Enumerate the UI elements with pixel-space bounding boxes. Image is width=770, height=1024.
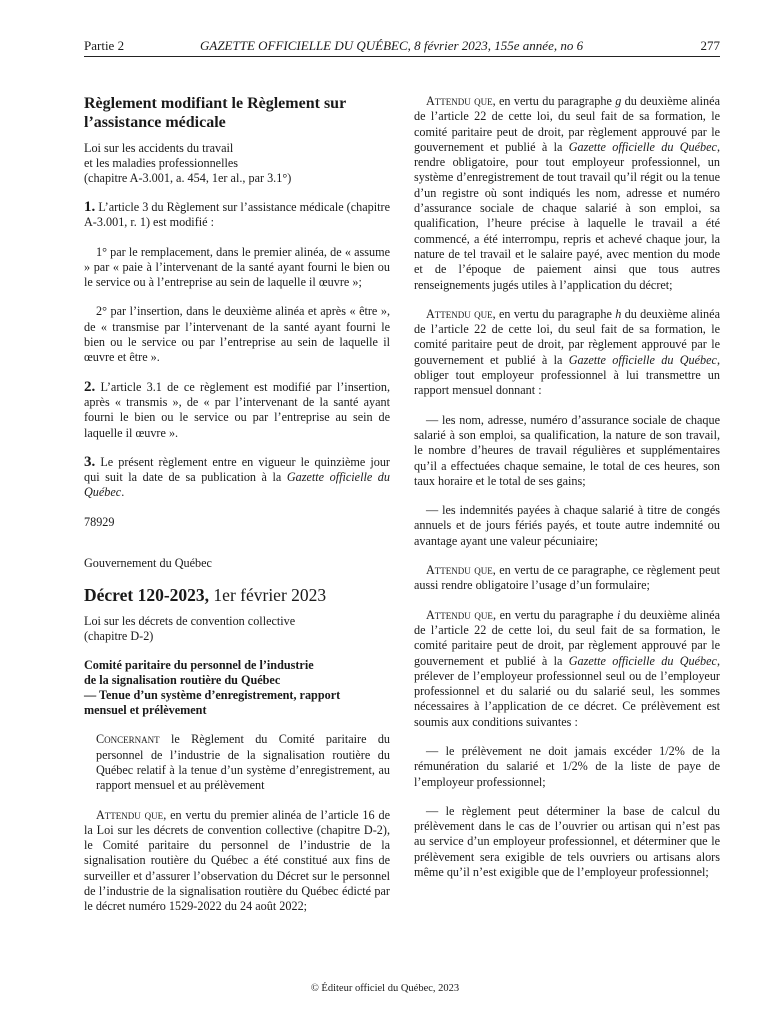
- paragraph-text: , obliger tout employeur professionnel à lui transmettre un rapport mensuel donnant :: [414, 352, 720, 398]
- article-text: Le présent règlement entre en vigueur le quinzième jour qui suit la date de sa publication à la: [84, 454, 390, 485]
- paragraph-text: , rendre obligatoire, pour tout employeur professionnel, un système d’enregistrement de tout travail qu’il régit ou la tenue d’un registre où sont indiqués les nom, adresse et numéro d’assurance sociale de chaque salarié à son emploi, sa qualification, l’heure précise à laquelle le travail a été commencé, a été interrompu, repris et achevé chaque jour, la nature de tel travail et le salaire payé, avec mention du mode et de l’époque de paiement ainsi que tous autres renseignements jugés utiles à l’application du décret;: [414, 139, 720, 292]
- attendu-i-paragraph: [414, 608, 720, 730]
- concernant-paragraph: [84, 732, 390, 793]
- page-number: 277: [700, 38, 720, 53]
- dash-item: — les indemnités payées à chaque salarié à titre de congés annuels et de jours fériés payés, et toute autre indemnité ou avantage ayant une valeur pécuniaire;: [414, 503, 720, 548]
- gazette-name: Gazette officielle du Québec: [568, 139, 717, 154]
- committee-heading: [84, 658, 390, 718]
- attendu-word: Attendu que: [426, 94, 493, 108]
- reference-number: 78929: [84, 514, 115, 529]
- article-text: L’article 3 du Règlement sur l’assistance médicale (chapitre A-3.001, r. 1) est modifié :: [84, 200, 390, 230]
- paragraph-letter: h: [615, 306, 622, 321]
- committee-line: Comité paritaire du personnel de l’industrie: [84, 658, 314, 673]
- attendu-h-paragraph: [414, 307, 720, 399]
- article-number: 2.: [84, 378, 96, 395]
- attendu-word: Attendu que: [426, 306, 493, 321]
- gazette-name: Gazette officielle du Québec: [568, 653, 717, 668]
- decree-heading: [84, 585, 390, 606]
- law-reference: [84, 141, 390, 186]
- dash-item: — les nom, adresse, numéro d’assurance sociale de chaque salarié à son emploi, sa qualification, la nature de son travail, le nombre d’heures de travail régulières et supplémentaires qu’il a effectuées chaque semaine, le total de ces heures, son taux horaire et le total de ses gains;: [414, 412, 720, 488]
- law-line: et les maladies professionnelles: [84, 156, 238, 170]
- left-column: [84, 94, 390, 929]
- paragraph-text: , en vertu du paragraphe: [492, 306, 616, 321]
- attendu-word: Attendu que: [426, 607, 493, 622]
- right-column: [414, 94, 720, 894]
- publication-title: GAZETTE OFFICIELLE DU QUÉBEC, 8 février 2023, 155e année, no 6: [200, 38, 584, 53]
- regulation-title-line: Règlement modifiant le Règlement sur: [84, 95, 347, 112]
- committee-line: — Tenue d’un système d’enregistrement, rapport: [84, 688, 341, 703]
- paragraph-text: , en vertu de ce paragraphe, ce règlement peut aussi rendre obligatoire l’usage d’un formulaire;: [414, 563, 720, 593]
- law-line: Loi sur les accidents du travail: [84, 141, 234, 155]
- attendu-g-paragraph: [414, 94, 720, 293]
- article-1-paragraph-2: 2° par l’insertion, dans le deuxième alinéa et après « être », de « transmise par l’intervenant de la santé ayant fourni le bien ou le service ou par l’entreprise au sein de laquelle il œuvre et être ».: [84, 304, 390, 365]
- attendu-word: Attendu que: [426, 563, 493, 578]
- article-2: [84, 380, 390, 441]
- regulation-title-line: l’assistance médicale: [84, 114, 226, 131]
- law-line: (chapitre A-3.001, a. 454, 1er al., par 3.1°): [84, 171, 292, 185]
- concernant-text: le Règlement du Comité paritaire du personnel de l’industrie de la signalisation routière du Québec relatif à la tenue d’un système d’enregistrement, au rapport mensuel et au prélèvement: [96, 732, 391, 793]
- dash-item: — le règlement peut déterminer la base de calcul du prélèvement dans le cas de l’ouvrier ou artisan qui n’est pas au service d’un employeur professionnel, et déterminer que le prélèvement sera exigible de tels ouvriers ou artisans alors même qu’il n’est exigible que de l’employeur professionnel;: [414, 803, 720, 880]
- article-text: L’article 3.1 de ce règlement est modifié par l’insertion, après « transmis », de « par l’intervenant de la santé ayant fourni le bien ou le service ou par l’entreprise au sein de laquelle il œuvre ».: [84, 379, 390, 440]
- paragraph-text: , en vertu du paragraphe: [492, 94, 616, 108]
- paragraph-text: du deuxième alinéa de l’article 22 de cette loi, du seul fait de sa formation, le comité paritaire peut de droit, par règlement approuvé par le gouvernement et publié à la: [414, 607, 720, 668]
- attendu-word: Attendu que: [96, 807, 164, 822]
- law-line: Loi sur les décrets de convention collective: [84, 614, 296, 629]
- dash-item: — le prélèvement ne doit jamais excéder 1/2% de la rémunération du salarié et 1/2% de la liste de paye de l’employeur professionnel;: [414, 743, 720, 789]
- paragraph-letter: g: [615, 94, 622, 108]
- article-1: [84, 200, 390, 231]
- gazette-name: Gazette officielle du Québec: [84, 470, 390, 500]
- attendu-text: , en vertu du premier alinéa de l’article 16 de la Loi sur les décrets de convention collective (chapitre D-2), le Comité paritaire du personnel de l’industrie de la signalisation routière du Québec a été constitué aux fins de surveiller et d’assurer l’observation du Décret sur le personnel de l’industrie de la signalisation routière du Québec édicté par le décret numéro 1529-2022 du 24 août 2022;: [84, 807, 390, 914]
- government-label: Gouvernement du Québec: [84, 556, 212, 571]
- page-header: [84, 38, 720, 57]
- committee-line: mensuel et prélèvement: [84, 703, 207, 718]
- paragraph-text: du deuxième alinéa de l’article 22 de cette loi, du seul fait de sa formation, le comité paritaire peut de droit, par règlement approuvé par le gouvernement et publié à la: [414, 94, 720, 154]
- decree-date: 1er février 2023: [213, 585, 327, 606]
- committee-line: de la signalisation routière du Québec: [84, 673, 281, 688]
- article-number: 3.: [84, 453, 96, 470]
- article-number: 1.: [84, 199, 96, 215]
- section-label: Partie 2: [84, 38, 125, 53]
- paragraph-letter: i: [617, 607, 621, 622]
- article-3: 3. Le présent règlement entre en vigueur le quinzième jour qui suit la date de sa publication à la Gazette officielle du Québec.: [84, 453, 390, 500]
- law-line: (chapitre D-2): [84, 629, 154, 644]
- paragraph-text: du deuxième alinéa de l’article 22 de cette loi, du seul fait de sa formation, le comité paritaire peut de droit, par règlement approuvé par le gouvernement et publié à la: [414, 306, 720, 367]
- decree-number: Décret 120-2023,: [84, 585, 210, 606]
- article-1-paragraph-1: 1° par le remplacement, dans le premier alinéa, de « assume » par « paie à l’intervenant de la santé ayant fourni le bien ou le service ou à l’entreprise au sein de laquelle il œuvre »;: [84, 244, 390, 290]
- regulation-title: [84, 94, 390, 132]
- decree-law-reference: [84, 614, 390, 644]
- attendu-paragraph: [84, 808, 390, 915]
- attendu-form-paragraph: [414, 563, 720, 594]
- gazette-name: Gazette officielle du Québec: [568, 352, 717, 367]
- concernant-word: Concernant: [96, 732, 160, 747]
- paragraph-text: , en vertu du paragraphe: [492, 607, 618, 622]
- page-footer: © Éditeur officiel du Québec, 2023: [310, 983, 460, 994]
- paragraph-text: , prélever de l’employeur professionnel seul ou de l’employeur professionnel et du salarié ou du salarié seul, les sommes nécessaires à l’application de ce décret. Ce prélèvement est soumis aux conditions suivantes :: [414, 653, 720, 729]
